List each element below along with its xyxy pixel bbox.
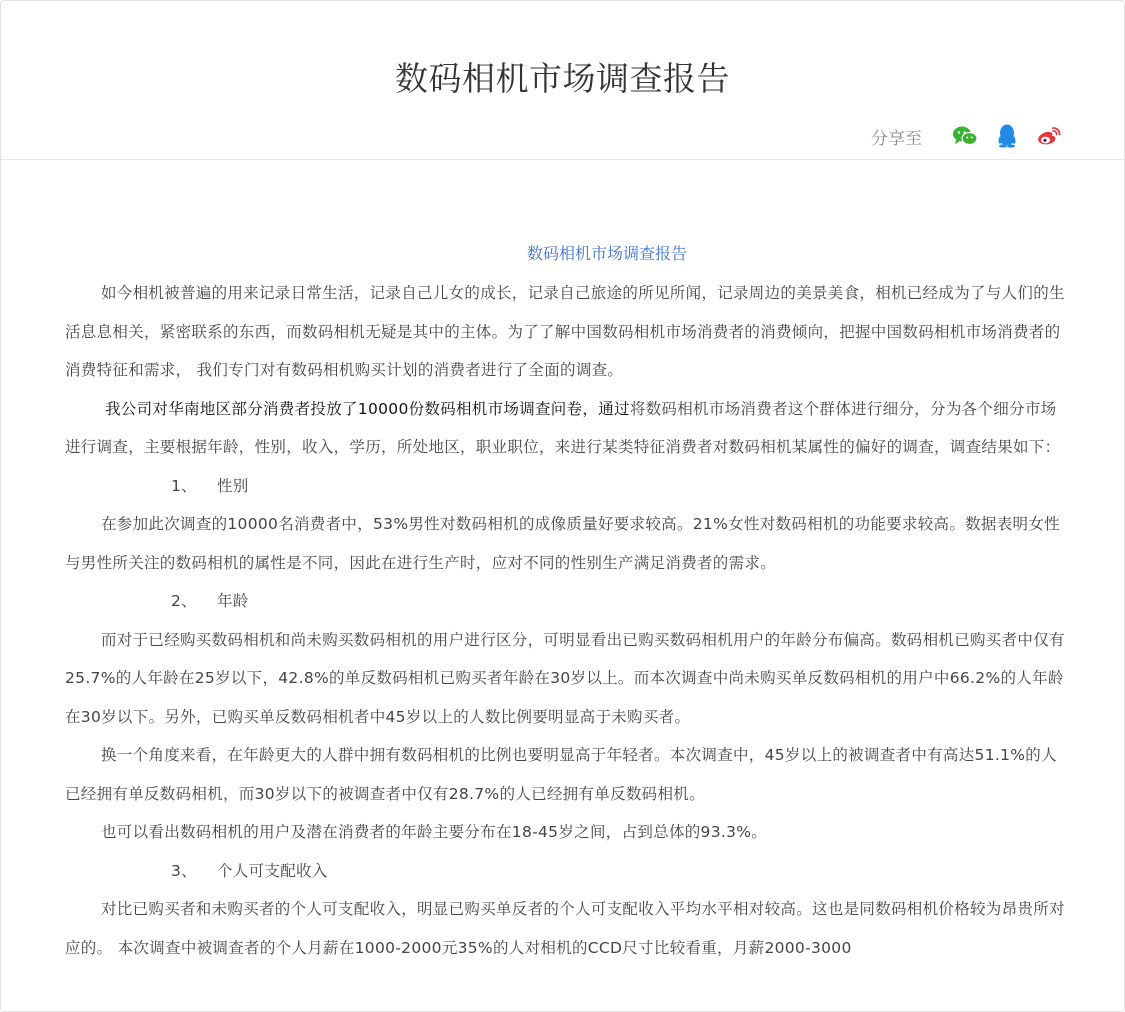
share-label: 分享至 <box>871 128 922 149</box>
article-header <box>1 1 1124 160</box>
paragraph-age-1: 而对于已经购买数码相机和尚未购买数码相机的用户进行区分，可明显看出已购买数码相机用户的年龄分布偏高。数码相机已购买者中仅有25.7%的人年龄在25岁以下，42.8%的单反数码相机已购买者年龄在30岁以上。而本次调查中尚未购买单反数码相机的用户中66.2%的人年龄在30岁以下。另外，已购买单反数码相机者中45岁以上的人数比例要明显高于未购买者。 <box>65 630 1065 726</box>
page-title: 数码相机市场调查报告 <box>395 59 730 98</box>
qq-icon[interactable] <box>994 123 1020 149</box>
share-bar <box>871 123 1062 149</box>
section-heading-gender: 1、 性别 <box>171 476 249 495</box>
weibo-icon[interactable] <box>1036 123 1062 149</box>
paragraph-income: 对比已购买者和未购买者的个人可支配收入，明显已购买单反者的个人可支配收入平均水平相对较高。这也是同数码相机价格较为昂贵所对应的。 本次调查中被调查者的个人月薪在1000-2000元35%的人对相机的CCD尺寸比较看重，月薪2000-3000 <box>65 900 1065 957</box>
paragraph-age-3: 也可以看出数码相机的用户及潜在消费者的年龄主要分布在18-45岁之间，占到总体的93.3%。 <box>101 823 768 841</box>
paragraph-survey-lead: 我公司对华南地区部分消费者投放了10000份数码相机市场调查问卷，通过 <box>105 399 630 418</box>
paragraph-survey-rest: 将数码相机市场消费者这个群体进行细分，分为各个细分市场进行调查，主要根据年龄，性别，收入，学历，所处地区，职业职位，来进行某类特征消费者对数码相机某属性的偏好的调查，调查结果如下： <box>65 399 1061 456</box>
paragraph-intro: 如今相机被普遍的用来记录日常生活，记录自己儿女的成长，记录自己旅途的所见所闻，记录周边的美景美食，相机已经成为了与人们的生活息息相关，紧密联系的东西，而数码相机无疑是其中的主体。为了了解中国数码相机市场消费者的消费倾向，把握中国数码相机市场消费者的消费特征和需求， 我们专门对有数码相机购买计划的消费者进行了全面的调查。 <box>65 284 1065 379</box>
wechat-icon[interactable] <box>952 123 978 149</box>
paragraph-survey <box>65 390 1065 467</box>
section-heading-age: 2、 年龄 <box>171 592 249 610</box>
article-title: 数码相机市场调查报告 <box>526 244 687 263</box>
paragraph-gender: 在参加此次调查的10000名消费者中，53%男性对数码相机的成像质量好要求较高。21%女性对数码相机的功能要求较高。数据表明女性与男性所关注的数码相机的属性是不同，因此在进行生产时，应对不同的性别生产满足消费者的需求。 <box>65 515 1060 572</box>
paragraph-age-2: 换一个角度来看，在年龄更大的人群中拥有数码相机的比例也要明显高于年轻者。本次调查中，45岁以上的被调查者中有高达51.1%的人已经拥有单反数码相机，而30岁以下的被调查者中仅有28.7%的人已经拥有单反数码相机。 <box>65 746 1057 803</box>
section-heading-income: 3、 个人可支配收入 <box>171 861 328 880</box>
article-body <box>65 241 1065 967</box>
